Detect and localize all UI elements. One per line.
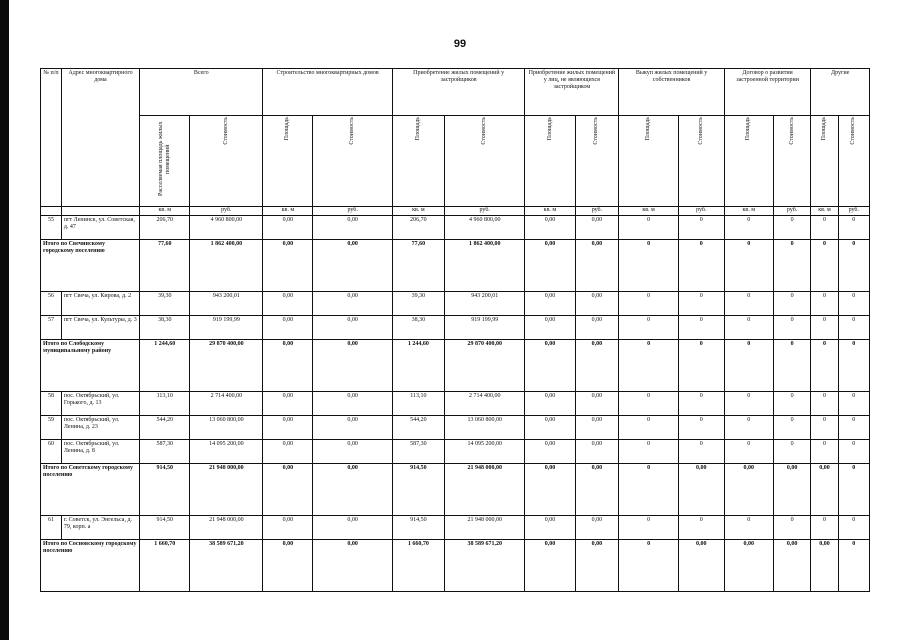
row-number: 58 (41, 392, 62, 416)
value-cell: 38 589 671,20 (190, 540, 263, 592)
value-cell: 0 (619, 292, 679, 316)
value-cell: 0,00 (575, 240, 619, 292)
address-cell: пгт Свеча, ул. Культуры, д. 3 (61, 316, 139, 340)
value-cell: 914,50 (140, 464, 190, 516)
value-cell: 0,00 (525, 240, 575, 292)
value-cell: 0,00 (263, 540, 313, 592)
value-cell: 0,00 (724, 464, 773, 516)
value-cell: 0 (678, 240, 724, 292)
value-cell: 0,00 (313, 540, 392, 592)
value-cell: 0 (773, 240, 811, 292)
value-cell: 21 948 000,00 (190, 464, 263, 516)
value-cell: 0 (773, 340, 811, 392)
unit-cell: кв. м (140, 207, 190, 216)
table-row (41, 292, 870, 316)
value-cell: 0 (811, 416, 838, 440)
value-cell: 0 (773, 516, 811, 540)
address-cell: пос. Октябрьский, ул. Горького, д. 13 (61, 392, 139, 416)
housing-table (40, 68, 870, 592)
subheader-cell: Стоимость (838, 116, 869, 207)
value-cell: 113,10 (140, 392, 190, 416)
value-cell: 0,00 (525, 464, 575, 516)
row-number: 60 (41, 440, 62, 464)
address-cell: пгт Свеча, ул. Кирова, д. 2 (61, 292, 139, 316)
value-cell: 39,30 (392, 292, 444, 316)
value-cell: 0 (773, 316, 811, 340)
value-cell: 0,00 (678, 540, 724, 592)
value-cell: 0,00 (313, 316, 392, 340)
value-cell: 0,00 (263, 464, 313, 516)
value-cell: 1 862 400,00 (445, 240, 525, 292)
value-cell: 0,00 (263, 292, 313, 316)
value-cell: 21 948 000,00 (445, 464, 525, 516)
value-cell: 0 (838, 216, 869, 240)
header-group: Договор о развитии застроенной территории (724, 69, 811, 116)
table-row (41, 216, 870, 240)
value-cell: 0 (619, 464, 679, 516)
value-cell: 0,00 (263, 516, 313, 540)
table-row (41, 392, 870, 416)
value-cell: 0,00 (525, 440, 575, 464)
value-cell: 0,00 (525, 540, 575, 592)
value-cell: 0 (773, 292, 811, 316)
subheader-cell: Площадь (525, 116, 575, 207)
value-cell: 0,00 (313, 392, 392, 416)
value-cell: 0 (724, 240, 773, 292)
value-cell: 0,00 (263, 440, 313, 464)
table-row (41, 316, 870, 340)
value-cell: 914,50 (140, 516, 190, 540)
value-cell: 13 060 800,00 (445, 416, 525, 440)
value-cell: 0 (724, 292, 773, 316)
header-group: Выкуп жилых помещений у собственников (619, 69, 724, 116)
value-cell: 0 (619, 240, 679, 292)
subheader-cell: Стоимость (575, 116, 619, 207)
subheader-cell: Стоимость (773, 116, 811, 207)
subheader-cell: Площадь (619, 116, 679, 207)
value-cell: 0 (811, 292, 838, 316)
value-cell: 587,30 (140, 440, 190, 464)
value-cell: 919 199,99 (190, 316, 263, 340)
value-cell: 0,00 (263, 392, 313, 416)
row-number: 61 (41, 516, 62, 540)
value-cell: 0,00 (575, 540, 619, 592)
value-cell: 4 960 800,00 (445, 216, 525, 240)
value-cell: 0 (678, 440, 724, 464)
value-cell: 914,50 (392, 464, 444, 516)
value-cell: 0,00 (313, 440, 392, 464)
value-cell: 0,00 (313, 416, 392, 440)
value-cell: 1 244,60 (140, 340, 190, 392)
value-cell: 943 200,01 (190, 292, 263, 316)
value-cell: 0 (678, 316, 724, 340)
value-cell: 77,60 (140, 240, 190, 292)
value-cell: 0 (838, 440, 869, 464)
table-row (41, 516, 870, 540)
value-cell: 29 870 400,00 (445, 340, 525, 392)
value-cell: 29 870 400,00 (190, 340, 263, 392)
subheader-cell: Площадь (724, 116, 773, 207)
value-cell: 0 (838, 316, 869, 340)
value-cell: 0 (773, 392, 811, 416)
value-cell: 0 (838, 416, 869, 440)
value-cell: 0 (678, 416, 724, 440)
value-cell: 0,00 (313, 464, 392, 516)
value-cell: 0 (724, 340, 773, 392)
table-row (41, 416, 870, 440)
header-no: № п/п (41, 69, 62, 207)
subheader-cell: Стоимость (678, 116, 724, 207)
value-cell: 0,00 (575, 516, 619, 540)
total-row (41, 340, 870, 392)
value-cell: 587,30 (392, 440, 444, 464)
value-cell: 1 660,70 (140, 540, 190, 592)
value-cell: 0 (619, 316, 679, 340)
value-cell: 0,00 (525, 416, 575, 440)
value-cell: 0,00 (313, 292, 392, 316)
value-cell: 21 948 000,00 (190, 516, 263, 540)
value-cell: 0 (838, 392, 869, 416)
value-cell: 38,30 (392, 316, 444, 340)
value-cell: 0 (838, 240, 869, 292)
value-cell: 38,30 (140, 316, 190, 340)
value-cell: 0 (773, 216, 811, 240)
value-cell: 0,00 (575, 416, 619, 440)
value-cell: 1 660,70 (392, 540, 444, 592)
value-cell: 0 (678, 216, 724, 240)
total-row (41, 540, 870, 592)
header-group: Другие (811, 69, 870, 116)
value-cell: 0 (811, 516, 838, 540)
unit-cell: руб. (190, 207, 263, 216)
value-cell: 0 (678, 340, 724, 392)
page-number: 99 (453, 38, 467, 50)
subheader-cell: Расселяемая площадь жилых помещений (140, 116, 190, 207)
address-cell: пос. Октябрьский, ул. Ленина, д. 23 (61, 416, 139, 440)
value-cell: 544,20 (140, 416, 190, 440)
value-cell: 0,00 (525, 316, 575, 340)
address-cell: г. Советск, ул. Энгельса, д. 79, корп. а (61, 516, 139, 540)
value-cell: 0,00 (575, 340, 619, 392)
unit-cell: руб. (773, 207, 811, 216)
value-cell: 1 862 400,00 (190, 240, 263, 292)
total-label: Итого по Слободскому муниципальному району (41, 340, 140, 392)
value-cell: 2 714 400,00 (190, 392, 263, 416)
value-cell: 0 (619, 392, 679, 416)
value-cell: 1 244,60 (392, 340, 444, 392)
table-row (41, 440, 870, 464)
value-cell: 0 (619, 340, 679, 392)
scan-left-edge (0, 0, 9, 640)
value-cell: 0 (838, 516, 869, 540)
unit-cell: кв. м (525, 207, 575, 216)
value-cell: 0,00 (724, 540, 773, 592)
value-cell: 0 (724, 440, 773, 464)
unit-cell: руб. (313, 207, 392, 216)
value-cell: 4 960 800,00 (190, 216, 263, 240)
unit-cell: кв. м (263, 207, 313, 216)
value-cell: 14 095 200,00 (445, 440, 525, 464)
value-cell: 0,00 (313, 516, 392, 540)
total-label: Итого по Советскому городскому поселению (41, 464, 140, 516)
value-cell: 0,00 (525, 516, 575, 540)
value-cell: 206,70 (140, 216, 190, 240)
value-cell: 0,00 (678, 464, 724, 516)
value-cell: 0,00 (575, 216, 619, 240)
value-cell: 0,00 (313, 340, 392, 392)
value-cell: 0,00 (525, 392, 575, 416)
total-label: Итого по Свечинскому городскому поселению (41, 240, 140, 292)
value-cell: 0 (811, 440, 838, 464)
value-cell: 0,00 (313, 216, 392, 240)
header-group: Приобретение жилых помещений у лиц, не являющихся застройщиком (525, 69, 619, 116)
value-cell: 0,00 (525, 340, 575, 392)
value-cell: 0,00 (525, 292, 575, 316)
value-cell: 113,10 (392, 392, 444, 416)
value-cell: 0 (838, 540, 869, 592)
unit-cell: руб. (445, 207, 525, 216)
value-cell: 206,70 (392, 216, 444, 240)
value-cell: 0,00 (575, 392, 619, 416)
value-cell: 2 714 400,00 (445, 392, 525, 416)
value-cell: 0,00 (773, 464, 811, 516)
value-cell: 0,00 (313, 240, 392, 292)
value-cell: 0,00 (263, 316, 313, 340)
subheader-cell: Стоимость (445, 116, 525, 207)
subheader-cell: Стоимость (190, 116, 263, 207)
unit-cell: руб. (575, 207, 619, 216)
value-cell: 0,00 (575, 292, 619, 316)
value-cell: 0 (619, 216, 679, 240)
unit-cell: кв. м (392, 207, 444, 216)
value-cell: 0 (838, 292, 869, 316)
value-cell: 943 200,01 (445, 292, 525, 316)
address-cell: пгт Ленинск, ул. Советская, д. 47 (61, 216, 139, 240)
value-cell: 0 (619, 440, 679, 464)
value-cell: 0 (773, 440, 811, 464)
value-cell: 0,00 (263, 340, 313, 392)
value-cell: 0 (724, 416, 773, 440)
header-group: Приобретение жилых помещений у застройщиков (392, 69, 525, 116)
value-cell: 0 (811, 240, 838, 292)
row-number: 56 (41, 292, 62, 316)
value-cell: 0 (811, 216, 838, 240)
value-cell: 0 (619, 540, 679, 592)
unit-cell: руб. (838, 207, 869, 216)
header-address: Адрес многоквартирного дома (61, 69, 139, 207)
total-row (41, 240, 870, 292)
total-row (41, 464, 870, 516)
value-cell: 0,00 (263, 240, 313, 292)
value-cell: 0 (678, 392, 724, 416)
value-cell: 0 (838, 464, 869, 516)
value-cell: 0,00 (811, 464, 838, 516)
row-number: 55 (41, 216, 62, 240)
value-cell: 0 (724, 316, 773, 340)
value-cell: 14 095 200,00 (190, 440, 263, 464)
row-number: 59 (41, 416, 62, 440)
value-cell: 0,00 (263, 416, 313, 440)
value-cell: 39,30 (140, 292, 190, 316)
header-group: Строительство многоквартирных домов (263, 69, 392, 116)
value-cell: 0 (811, 392, 838, 416)
unit-cell: кв. м (724, 207, 773, 216)
unit-cell: кв. м (811, 207, 838, 216)
unit-cell: руб. (678, 207, 724, 216)
address-cell: пос. Октябрьский, ул. Ленина, д. 8 (61, 440, 139, 464)
value-cell: 0 (773, 416, 811, 440)
value-cell: 0 (724, 516, 773, 540)
header-group: Всего (140, 69, 263, 116)
value-cell: 13 060 800,00 (190, 416, 263, 440)
unit-cell: кв. м (619, 207, 679, 216)
value-cell: 0 (811, 340, 838, 392)
subheader-cell: Площадь (811, 116, 838, 207)
value-cell: 0,00 (811, 540, 838, 592)
subheader-cell: Стоимость (313, 116, 392, 207)
value-cell: 0 (811, 316, 838, 340)
value-cell: 544,20 (392, 416, 444, 440)
row-number: 57 (41, 316, 62, 340)
value-cell: 0,00 (525, 216, 575, 240)
value-cell: 0 (678, 292, 724, 316)
value-cell: 21 948 000,00 (445, 516, 525, 540)
value-cell: 0,00 (575, 440, 619, 464)
value-cell: 0 (678, 516, 724, 540)
value-cell: 0,00 (575, 464, 619, 516)
value-cell: 0,00 (575, 316, 619, 340)
value-cell: 919 199,99 (445, 316, 525, 340)
value-cell: 38 589 671,20 (445, 540, 525, 592)
value-cell: 77,60 (392, 240, 444, 292)
value-cell: 914,50 (392, 516, 444, 540)
value-cell: 0,00 (263, 216, 313, 240)
subheader-cell: Площадь (263, 116, 313, 207)
value-cell: 0,00 (773, 540, 811, 592)
value-cell: 0 (724, 392, 773, 416)
value-cell: 0 (619, 516, 679, 540)
value-cell: 0 (724, 216, 773, 240)
value-cell: 0 (838, 340, 869, 392)
value-cell: 0 (619, 416, 679, 440)
total-label: Итого по Сосновскому городскому поселению (41, 540, 140, 592)
subheader-cell: Площадь (392, 116, 444, 207)
